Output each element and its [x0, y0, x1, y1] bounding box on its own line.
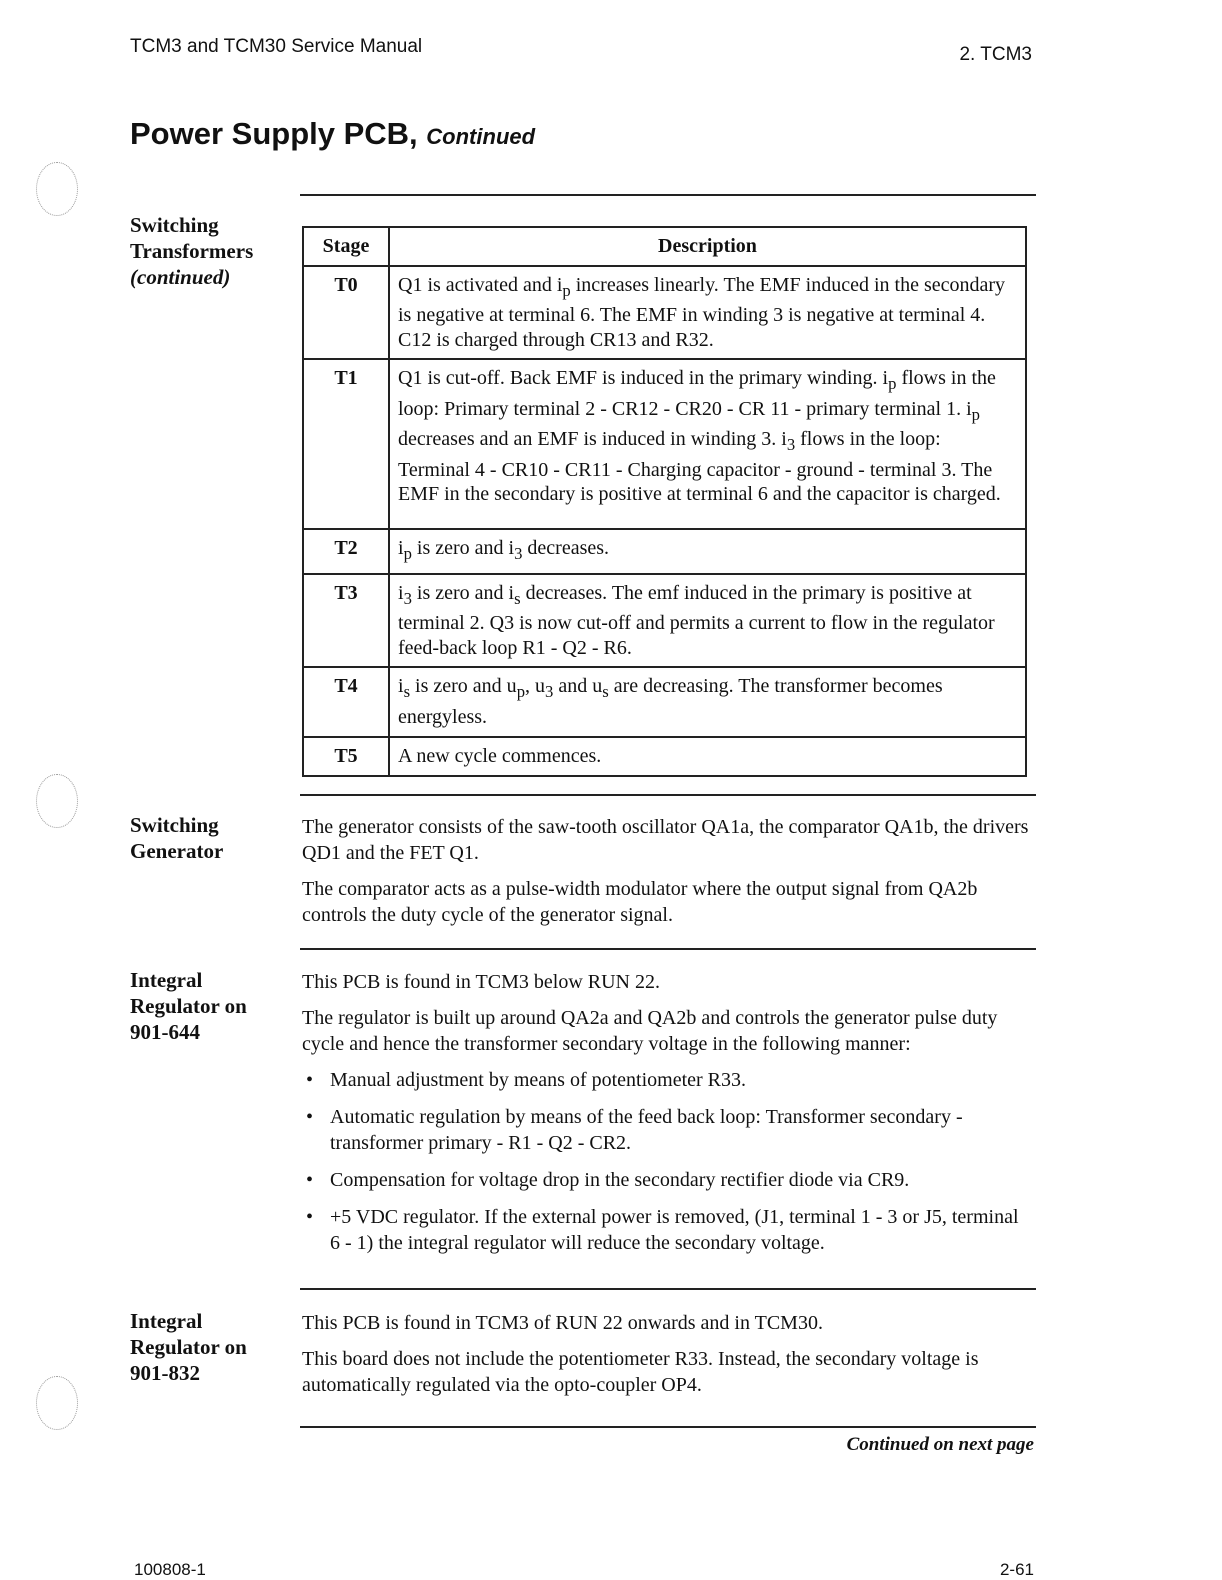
description-cell: [389, 529, 1026, 574]
paragraph: The generator consists of the saw-tooth oscillator QA1a, the comparator QA1b, the drivers QD1 and the FET Q1.: [302, 816, 1029, 864]
integral-644-text: [302, 969, 1032, 1267]
label-line: (continued): [130, 265, 231, 289]
subscript: 3: [786, 435, 796, 454]
text-run: is zero and i: [411, 581, 515, 604]
section-divider: [300, 794, 1036, 796]
description-cell: [389, 266, 1026, 360]
text-run: increases linearly. The EMF induced in the secondary is negative at terminal 6. The EMF in winding 3 is negative at terminal 4. C12 is charged through CR13 and R32.: [398, 273, 1006, 351]
table-row: [303, 359, 1026, 529]
section-divider: [300, 948, 1036, 950]
punch-hole: [36, 162, 78, 216]
subscript: 3: [403, 588, 412, 608]
list-item-text: +5 VDC regulator. If the external power is removed, (J1, terminal 1 - 3 or J5, terminal 6 - 1) the integral regulator will reduce the secondary voltage.: [330, 1206, 1019, 1254]
text-run: and u: [553, 675, 603, 697]
table-header-row: [303, 227, 1026, 266]
description-cell: [389, 359, 1026, 529]
label-line: 901-832: [130, 1361, 200, 1385]
label-line: Regulator on: [130, 1335, 247, 1359]
section-divider: [300, 1426, 1036, 1428]
subscript: 3: [545, 682, 554, 701]
text-run: i: [398, 581, 404, 604]
text-run: i: [398, 537, 404, 559]
stage-cell: T2: [303, 529, 389, 574]
bullet-icon: •: [306, 1169, 314, 1191]
section-label-switching-generator: [130, 812, 223, 864]
label-line: Regulator on: [130, 994, 247, 1018]
description-cell: [389, 574, 1026, 668]
table-row: [303, 667, 1026, 737]
subscript: 3: [514, 544, 523, 563]
table-row: [303, 574, 1026, 668]
section-divider: [300, 1288, 1036, 1290]
page-title-main: Power Supply PCB,: [130, 116, 418, 151]
column-header-description: Description: [389, 227, 1026, 266]
stage-cell: T5: [303, 737, 389, 776]
subscript: s: [514, 588, 521, 608]
text-run: Q1 is cut-off. Back EMF is induced in the primary winding. i: [398, 367, 889, 389]
list-item: [302, 1204, 1032, 1256]
list-item: [302, 1167, 1032, 1193]
bullet-icon: •: [306, 1069, 314, 1091]
bullet-icon: •: [306, 1106, 314, 1128]
paragraph: The comparator acts as a pulse-width modulator where the output signal from QA2b controls the duty cycle of the generator signal.: [302, 878, 978, 926]
section-label-integral-644: [130, 967, 247, 1045]
list-item: [302, 1104, 1032, 1156]
punch-hole: [36, 774, 78, 828]
text-run: Q1 is activated and i: [398, 273, 563, 296]
table-row: [303, 737, 1026, 776]
integral-832-text: [302, 1310, 1032, 1408]
label-line: Transformers: [130, 239, 254, 263]
label-line: 901-644: [130, 1020, 200, 1044]
text-run: are decreasing. The transformer becomes energyless.: [398, 675, 943, 728]
table-row: [303, 529, 1026, 574]
label-line: Switching: [130, 213, 219, 237]
list-item-text: Compensation for voltage drop in the secondary rectifier diode via CR9.: [330, 1169, 910, 1191]
text-run: flows in the loop: Terminal 4 - CR10 - CR11 - Charging capacitor - ground - terminal 3. The EMF in the secondary is positive at terminal 6 and the capacitor is charged.: [398, 428, 1001, 505]
text-run: decreases.: [522, 537, 610, 559]
page-title-continued: Continued: [426, 124, 536, 149]
paragraph: This board does not include the potentiometer R33. Instead, the secondary voltage is automatically regulated via the opto-coupler OP4.: [302, 1348, 979, 1396]
column-header-stage: Stage: [303, 227, 389, 266]
subscript: s: [403, 682, 411, 701]
header-manual-title: TCM3 and TCM30 Service Manual: [130, 36, 423, 57]
section-label-switching-transformers: [130, 212, 253, 290]
list-item-text: Manual adjustment by means of potentiometer R33.: [330, 1069, 747, 1091]
header-chapter: 2. TCM3: [959, 44, 1032, 65]
table-row: [303, 266, 1026, 360]
punch-hole: [36, 1376, 78, 1430]
text-run: decreases. The emf induced in the primary is positive at terminal 2. Q3 is now cut-off and permits a current to flow in the regulator feed-back loop R1 - Q2 - R6.: [398, 581, 995, 659]
section-divider: [300, 194, 1036, 196]
subscript: p: [403, 544, 412, 563]
label-line: Switching: [130, 813, 219, 837]
section-label-integral-832: [130, 1308, 247, 1386]
page-title: [130, 116, 535, 152]
stage-cell: T4: [303, 667, 389, 737]
subscript: p: [562, 280, 571, 300]
label-line: Integral: [130, 1309, 203, 1333]
continued-note: Continued on next page: [846, 1434, 1034, 1455]
label-line: Integral: [130, 968, 203, 992]
bullet-list: [302, 1067, 1032, 1256]
text-run: flows in the loop: Primary terminal 2 - CR12 - CR20 - CR 11 - primary terminal 1. i: [398, 367, 996, 420]
label-line: Generator: [130, 839, 224, 863]
stage-cell: T0: [303, 266, 389, 360]
page-number: 2-61: [999, 1560, 1034, 1579]
bullet-icon: •: [306, 1206, 314, 1228]
list-item-text: Automatic regulation by means of the feed back loop: Transformer secondary - transformer primary - R1 - Q2 - CR2.: [330, 1106, 963, 1154]
description-cell: [389, 667, 1026, 737]
text-run: i: [398, 675, 404, 697]
text-run: , u: [525, 675, 546, 697]
footer-doc-number: 100808-1: [134, 1560, 206, 1579]
paragraph: This PCB is found in TCM3 below RUN 22.: [302, 971, 660, 993]
list-item: [302, 1067, 1032, 1093]
paragraph: This PCB is found in TCM3 of RUN 22 onwards and in TCM30.: [302, 1312, 823, 1334]
paragraph: The regulator is built up around QA2a and QA2b and controls the generator pulse duty cycle and hence the transformer secondary voltage in the following manner:: [302, 1007, 998, 1055]
text-run: is zero and i: [411, 537, 515, 559]
stage-table: [302, 226, 1027, 777]
text-run: decreases and an EMF is induced in winding 3. i: [398, 428, 787, 450]
text-run: A new cycle commences.: [398, 745, 602, 767]
stage-cell: T1: [303, 359, 389, 529]
description-cell: [389, 737, 1026, 776]
subscript: s: [602, 682, 609, 701]
switching-generator-text: [302, 814, 1032, 938]
text-run: is zero and u: [410, 675, 517, 697]
subscript: p: [888, 374, 897, 393]
subscript: p: [971, 404, 980, 424]
subscript: p: [516, 682, 526, 701]
stage-cell: T3: [303, 574, 389, 668]
